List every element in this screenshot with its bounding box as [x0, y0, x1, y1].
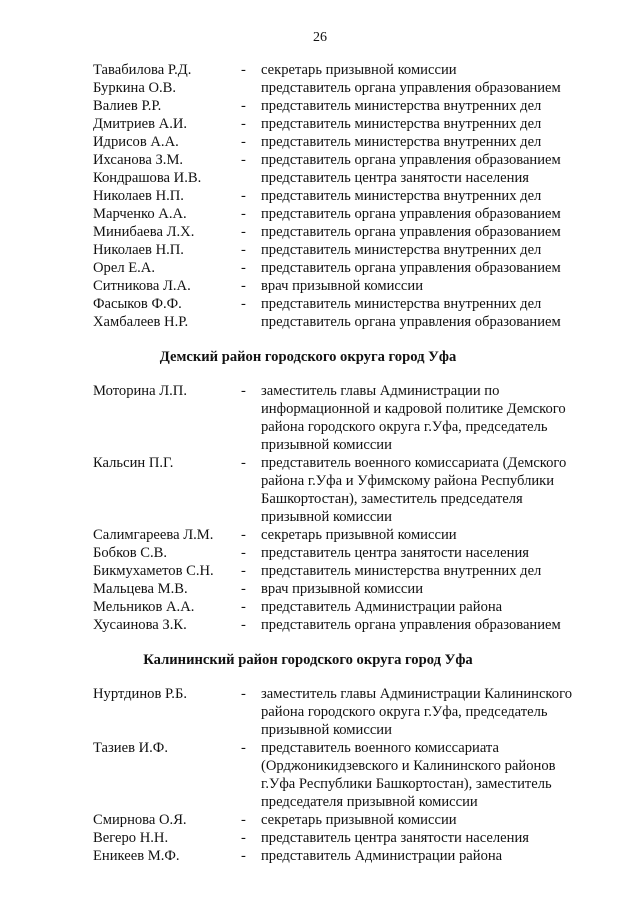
member-role	[261, 811, 591, 829]
member-row	[93, 829, 613, 847]
member-row	[93, 598, 613, 616]
member-name: Орел Е.А.	[93, 260, 155, 276]
separator-dash	[241, 313, 261, 331]
separator-dash	[241, 79, 261, 97]
separator-dash: -	[241, 62, 246, 78]
member-name: Бобков С.В.	[93, 545, 168, 561]
member-role	[261, 580, 591, 598]
separator-dash	[241, 169, 261, 187]
member-name: Минибаева Л.Х.	[93, 224, 195, 240]
member-role	[261, 382, 591, 454]
member-name: Вегеро Н.Н.	[93, 830, 169, 846]
member-role-line: представитель Администрации района	[261, 848, 503, 864]
member-role-line: призывной комиссии	[261, 437, 392, 453]
member-name: Бикмухаметов С.Н.	[93, 563, 214, 579]
member-name: Николаев Н.П.	[93, 188, 184, 204]
member-role-line: заместитель главы Администрации по	[261, 383, 500, 399]
member-row	[93, 277, 613, 295]
separator-dash: -	[241, 152, 246, 168]
separator-dash: -	[241, 224, 246, 240]
separator-dash: -	[241, 383, 246, 399]
member-name: Кондрашова И.В.	[93, 170, 202, 186]
member-name: Марченко А.А.	[93, 206, 187, 222]
separator-dash: -	[241, 134, 246, 150]
member-name: Еникеев М.Ф.	[93, 848, 180, 864]
separator-dash: -	[241, 206, 246, 222]
document-content	[93, 61, 613, 865]
member-role	[261, 847, 591, 865]
member-role: представитель министерства внутренних дел	[261, 242, 542, 258]
member-name: Тавабилова Р.Д.	[93, 62, 192, 78]
member-name: Фасыков Ф.Ф.	[93, 296, 182, 312]
separator-dash: -	[241, 260, 246, 276]
member-role: секретарь призывной комиссии	[261, 62, 457, 78]
member-row	[93, 454, 613, 526]
member-row	[93, 205, 613, 223]
member-role-line: врач призывной комиссии	[261, 581, 423, 597]
member-role-line: представитель министерства внутренних дел	[261, 563, 542, 579]
member-name: Салимгареева Л.М.	[93, 527, 214, 543]
member-role-line: г.Уфа Республики Башкортостан), заместитель	[261, 776, 552, 792]
member-role: представитель органа управления образованием	[261, 260, 561, 276]
member-role-line: Башкортостан), заместитель председателя	[261, 491, 523, 507]
member-role-line: представитель органа управления образованием	[261, 617, 561, 633]
member-row	[93, 685, 613, 739]
member-row	[93, 169, 613, 187]
commission-list-continued	[93, 61, 613, 331]
member-row	[93, 580, 613, 598]
section-heading-kalininsky: Калининский район городского округа город Уфа	[143, 652, 473, 668]
member-name: Тазиев И.Ф.	[93, 740, 168, 756]
member-name: Валиев Р.Р.	[93, 98, 162, 114]
member-role-line: представитель военного комиссариата	[261, 740, 499, 756]
separator-dash: -	[241, 242, 246, 258]
page-number: 26	[313, 30, 327, 45]
separator-dash: -	[241, 98, 246, 114]
separator-dash: -	[241, 740, 246, 756]
separator-dash: -	[241, 830, 246, 846]
member-row	[93, 187, 613, 205]
member-row	[93, 562, 613, 580]
member-row	[93, 811, 613, 829]
member-role	[261, 454, 591, 526]
commission-list-kalininsky	[93, 685, 613, 865]
member-row	[93, 115, 613, 133]
member-role: врач призывной комиссии	[261, 278, 423, 294]
member-role-line: информационной и кадровой политике Демского	[261, 401, 566, 417]
member-row	[93, 79, 613, 97]
separator-dash: -	[241, 527, 246, 543]
separator-dash: -	[241, 563, 246, 579]
member-role	[261, 616, 591, 634]
member-role: представитель министерства внутренних дел	[261, 98, 542, 114]
member-name: Идрисов А.А.	[93, 134, 179, 150]
separator-dash: -	[241, 455, 246, 471]
member-role-line: района г.Уфа и Уфимскому района Республики	[261, 473, 555, 489]
member-role	[261, 829, 591, 847]
member-role-line: представитель военного комиссариата (Демского	[261, 455, 567, 471]
member-row	[93, 739, 613, 811]
member-name: Смирнова О.Я.	[93, 812, 187, 828]
commission-list-demsky	[93, 382, 613, 634]
member-role: представитель центра занятости населения	[261, 170, 529, 186]
member-role: представитель органа управления образованием	[261, 314, 561, 330]
member-row	[93, 382, 613, 454]
member-role-line: призывной комиссии	[261, 722, 392, 738]
member-name: Нуртдинов Р.Б.	[93, 686, 187, 702]
member-role	[261, 562, 591, 580]
member-role-line: секретарь призывной комиссии	[261, 527, 457, 543]
member-name: Мельников А.А.	[93, 599, 195, 615]
separator-dash: -	[241, 617, 246, 633]
member-role-line: представитель центра занятости населения	[261, 830, 529, 846]
member-role: представитель органа управления образованием	[261, 80, 561, 96]
member-role-line: (Орджоникидзевского и Калининского районов	[261, 758, 556, 774]
member-row	[93, 97, 613, 115]
member-role	[261, 598, 591, 616]
member-name: Хусаинова З.К.	[93, 617, 187, 633]
member-role-line: секретарь призывной комиссии	[261, 812, 457, 828]
member-row	[93, 223, 613, 241]
separator-dash: -	[241, 812, 246, 828]
member-row	[93, 133, 613, 151]
member-role: представитель министерства внутренних дел	[261, 188, 542, 204]
separator-dash: -	[241, 581, 246, 597]
member-role: представитель органа управления образованием	[261, 206, 561, 222]
separator-dash: -	[241, 296, 246, 312]
member-role-line: заместитель главы Администрации Калининского	[261, 686, 573, 702]
member-role	[261, 685, 591, 739]
member-name: Хамбалеев Н.Р.	[93, 314, 189, 330]
member-role	[261, 739, 591, 811]
member-role-line: председателя призывной комиссии	[261, 794, 478, 810]
member-row	[93, 313, 613, 331]
separator-dash: -	[241, 848, 246, 864]
member-name: Ихсанова З.М.	[93, 152, 184, 168]
member-role-line: представитель Администрации района	[261, 599, 503, 615]
member-name: Буркина О.В.	[93, 80, 177, 96]
separator-dash: -	[241, 599, 246, 615]
member-role	[261, 544, 591, 562]
member-row	[93, 544, 613, 562]
member-role: представитель министерства внутренних дел	[261, 116, 542, 132]
member-role-line: представитель центра занятости населения	[261, 545, 529, 561]
member-role: представитель органа управления образованием	[261, 224, 561, 240]
member-row	[93, 61, 613, 79]
member-row	[93, 295, 613, 313]
member-role	[261, 526, 591, 544]
member-role-line: призывной комиссии	[261, 509, 392, 525]
member-name: Мальцева М.В.	[93, 581, 188, 597]
member-row	[93, 151, 613, 169]
member-name: Кальсин П.Г.	[93, 455, 174, 471]
member-role: представитель министерства внутренних дел	[261, 134, 542, 150]
member-name: Дмитриев А.И.	[93, 116, 188, 132]
separator-dash: -	[241, 686, 246, 702]
section-heading-demsky: Демский район городского округа город Уфа	[159, 349, 457, 365]
member-row	[93, 847, 613, 865]
member-row	[93, 526, 613, 544]
member-role-line: района городского округа г.Уфа, председатель	[261, 419, 548, 435]
member-row	[93, 259, 613, 277]
member-row	[93, 616, 613, 634]
separator-dash: -	[241, 545, 246, 561]
member-name: Моторина Л.П.	[93, 383, 187, 399]
separator-dash: -	[241, 278, 246, 294]
separator-dash: -	[241, 188, 246, 204]
member-role: представитель органа управления образованием	[261, 152, 561, 168]
member-name: Ситникова Л.А.	[93, 278, 191, 294]
member-row	[93, 241, 613, 259]
member-role-line: района городского округа г.Уфа, председатель	[261, 704, 548, 720]
member-name: Николаев Н.П.	[93, 242, 184, 258]
separator-dash: -	[241, 116, 246, 132]
member-role: представитель министерства внутренних дел	[261, 296, 542, 312]
